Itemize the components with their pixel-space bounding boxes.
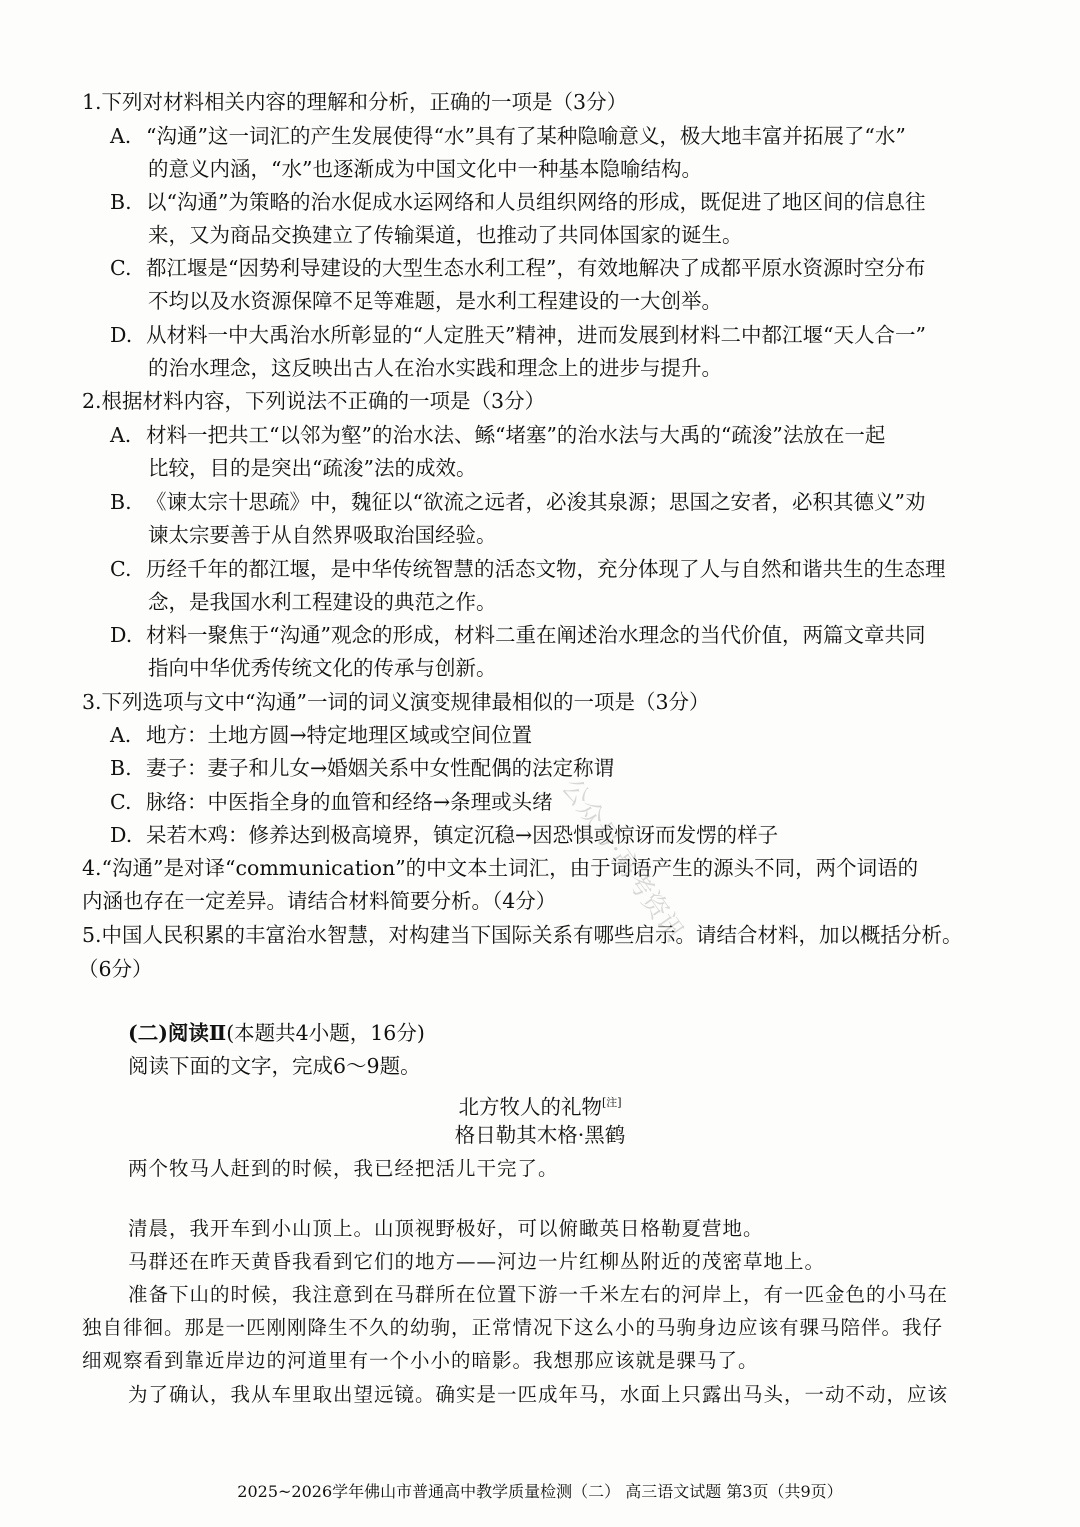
section-title: (二)阅读Ⅱ [128, 1021, 227, 1045]
option-label: A. [110, 723, 132, 747]
option-text: 材料一聚焦于“沟通”观念的形成，材料二重在阐述治水理念的当代价值，两篇文章共同 [146, 623, 926, 647]
section-heading [128, 1017, 425, 1050]
option-text: “沟通”这一词汇的产生发展使得“水”具有了某种隐喻意义，极大地丰富并拓展了“水” [146, 124, 906, 148]
question-1-option-d-cont: 的治水理念，这反映出古人在治水实践和理念上的进步与提升。 [148, 356, 722, 380]
option-text: 脉络：中医指全身的血管和经络→条理或头绪 [146, 790, 553, 814]
section-note: (本题共4小题，16分) [226, 1021, 425, 1045]
question-2-option-c-cont: 念，是我国水利工程建设的典范之作。 [148, 590, 497, 614]
option-label: A. [110, 124, 132, 148]
article-title-note: [注] [601, 1096, 622, 1109]
question-1-option-b [110, 186, 1002, 219]
article-author: 格日勒其木格·黑鹤 [454, 1123, 626, 1147]
option-label: C. [110, 256, 132, 280]
question-5-line2: （6分） [78, 957, 153, 981]
question-1-stem: 1.下列对材料相关内容的理解和分析，正确的一项是（3分） [82, 90, 628, 114]
page-footer: 2025~2026学年佛山市普通高中教学质量检测（二） 高三语文试题 第3页（共9页） [237, 1482, 843, 1501]
option-label: C. [110, 790, 132, 814]
question-1-option-c [110, 252, 1002, 285]
option-text: 《谏太宗十思疏》中，魏征以“欲流之远者，必浚其泉源；思国之安者，必积其德义”劝 [146, 490, 926, 514]
option-text: 历经千年的都江堰，是中华传统智慧的活态文物，充分体现了人与自然和谐共生的生态理 [146, 557, 946, 581]
question-3-option-b [110, 752, 1002, 785]
option-label: B. [110, 756, 132, 780]
option-text: 呆若木鸡：修养达到极高境界，镇定沉稳→因恐惧或惊讶而发愣的样子 [146, 823, 779, 847]
option-text: 都江堰是“因势利导建设的大型生态水利工程”，有效地解决了成都平原水资源时空分布 [146, 256, 926, 280]
question-1-option-a [110, 120, 1002, 153]
option-text: 以“沟通”为策略的治水促成水运网络和人员组织网络的形成，既促进了地区间的信息往 [146, 190, 926, 214]
question-2-option-a [110, 419, 1002, 452]
section-instruction: 阅读下面的文字，完成6～9题。 [128, 1054, 421, 1078]
paragraph-1: 两个牧马人赶到的时候，我已经把活儿干完了。 [128, 1157, 559, 1180]
question-1-option-c-cont: 不均以及水资源保障不足等难题，是水利工程建设的一大创举。 [148, 289, 722, 313]
question-1-option-d [110, 319, 1002, 352]
question-4-line2: 内涵也存在一定差异。请结合材料简要分析。（4分） [82, 889, 557, 913]
question-3-option-a [110, 719, 1002, 752]
option-text: 从材料一中大禹治水所彰显的“人定胜天”精神，进而发展到材料二中都江堰“天人合一” [146, 323, 926, 347]
question-2-option-d-cont: 指向中华优秀传统文化的传承与创新。 [148, 656, 497, 680]
question-2-option-c [110, 553, 1002, 586]
paragraph-3: 马群还在昨天黄昏我看到它们的地方——河边一片红柳丛附近的茂密草地上。 [128, 1250, 826, 1273]
question-1-option-b-cont: 来，又为商品交换建立了传输渠道，也推动了共同体国家的诞生。 [148, 223, 743, 247]
question-4-line1: 4.“沟通”是对译“communication”的中文本土词汇，由于词语产生的源头不同，两个词语的 [82, 856, 919, 880]
article-title-text: 北方牧人的礼物 [458, 1094, 602, 1119]
option-label: D. [110, 823, 133, 847]
option-label: D. [110, 623, 133, 647]
question-1-option-a-cont: 的意义内涵，“水”也逐渐成为中国文化中一种基本隐喻结构。 [148, 157, 702, 181]
question-2-option-d [110, 619, 1002, 652]
watermark: 公众号·高考资讯 [555, 773, 690, 947]
question-3-stem: 3.下列选项与文中“沟通”一词的词义演变规律最相似的一项是（3分） [82, 690, 710, 714]
question-5-line1: 5.中国人民积累的丰富治水智慧，对构建当下国际关系有哪些启示。请结合材料，加以概括分析。 [82, 923, 963, 947]
paragraph-5-line1: 为了确认，我从车里取出望远镜。确实是一匹成年马，水面上只露出马头，一动不动，应该 [128, 1383, 949, 1406]
question-2-option-b-cont: 谏太宗要善于从自然界吸取治国经验。 [148, 523, 497, 547]
option-label: D. [110, 323, 133, 347]
option-label: B. [110, 490, 132, 514]
paragraph-4-line1: 准备下山的时候，我注意到在马群所在位置下游一千米左右的河岸上，有一匹金色的小马在 [128, 1283, 949, 1306]
option-label: B. [110, 190, 132, 214]
question-2-option-b [110, 486, 1002, 519]
option-text: 妻子：妻子和儿女→婚姻关系中女性配偶的法定称谓 [146, 756, 615, 780]
paragraph-4-line2: 独自徘徊。那是一匹刚刚降生不久的幼驹，正常情况下这么小的马驹身边应该有骒马陪伴。我仔 [82, 1316, 944, 1339]
option-text: 地方：土地方圆→特定地理区域或空间位置 [146, 723, 533, 747]
option-label: A. [110, 423, 132, 447]
option-label: C. [110, 557, 132, 581]
option-text: 材料一把共工“以邻为壑”的治水法、鲧“堵塞”的治水法与大禹的“疏浚”法放在一起 [146, 423, 886, 447]
question-2-stem: 2.根据材料内容，下列说法不正确的一项是（3分） [82, 389, 546, 413]
paragraph-2: 清晨，我开车到小山顶上。山顶视野极好，可以俯瞰英日格勒夏营地。 [128, 1217, 764, 1240]
paragraph-4-line3: 细观察看到靠近岸边的河道里有一个小小的暗影。我想那应该就是骒马了。 [82, 1349, 759, 1372]
question-2-option-a-cont: 比较，目的是突出“疏浚”法的成效。 [148, 456, 477, 480]
question-3-option-d [110, 819, 1002, 852]
